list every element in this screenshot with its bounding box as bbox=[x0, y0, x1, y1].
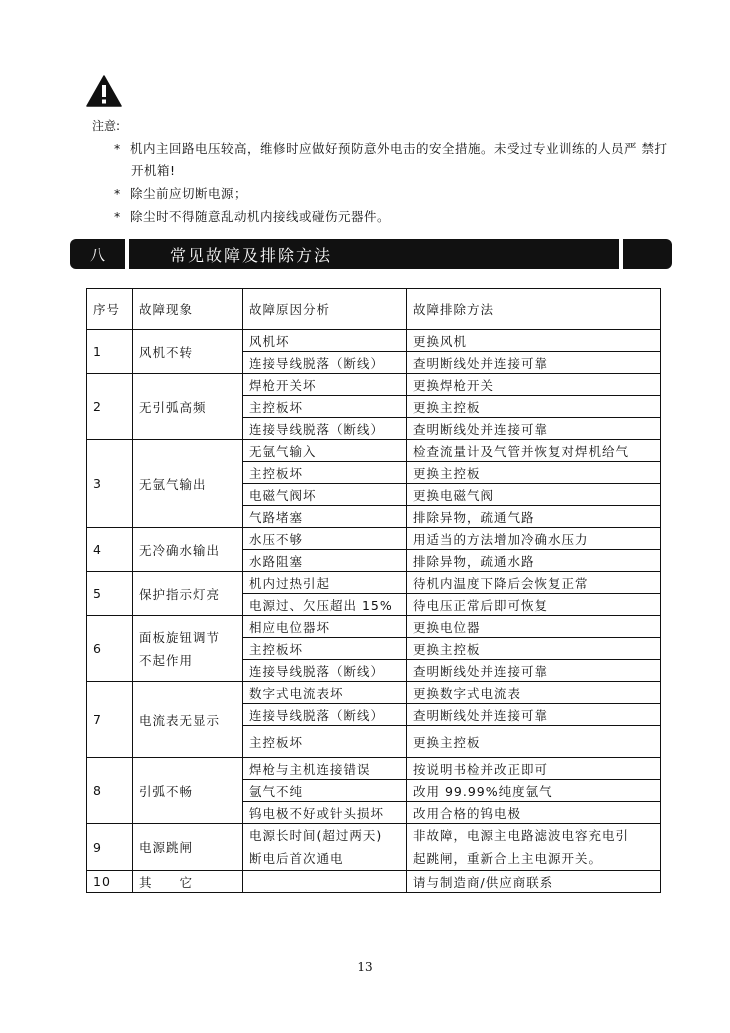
header-symptom: 故障现象 bbox=[133, 289, 243, 330]
fault-cause bbox=[243, 824, 407, 871]
fault-no: 2 bbox=[87, 374, 133, 440]
fault-fix: 检查流量计及气管并恢复对焊机给气 bbox=[407, 440, 661, 462]
fault-cause: 焊枪与主机连接错误 bbox=[243, 758, 407, 780]
table-row bbox=[87, 871, 661, 893]
fault-symptom: 其 它 bbox=[133, 871, 243, 893]
fault-no: 10 bbox=[87, 871, 133, 893]
fault-cause: 气路堵塞 bbox=[243, 506, 407, 528]
header-fix: 故障排除方法 bbox=[407, 289, 661, 330]
note-bullet: * bbox=[114, 141, 121, 156]
fault-cause: 主控板坏 bbox=[243, 396, 407, 418]
fault-cause: 机内过热引起 bbox=[243, 572, 407, 594]
fault-fix: 更换电磁气阀 bbox=[407, 484, 661, 506]
fault-fix: 按说明书检并改正即可 bbox=[407, 758, 661, 780]
fault-no: 9 bbox=[87, 824, 133, 871]
fault-fix: 查明断线处并连接可靠 bbox=[407, 352, 661, 374]
fault-symptom bbox=[133, 616, 243, 682]
table-row bbox=[87, 374, 661, 396]
fault-cause bbox=[243, 871, 407, 893]
table-row bbox=[87, 528, 661, 550]
fault-cause: 数字式电流表坏 bbox=[243, 682, 407, 704]
table-header-row bbox=[87, 289, 661, 330]
table-row bbox=[87, 682, 661, 704]
fault-fix: 更换主控板 bbox=[407, 396, 661, 418]
fault-no: 3 bbox=[87, 440, 133, 528]
fault-table bbox=[86, 288, 661, 893]
fault-cause: 主控板坏 bbox=[243, 726, 407, 758]
fault-cause: 电磁气阀坏 bbox=[243, 484, 407, 506]
fault-fix: 待电压正常后即可恢复 bbox=[407, 594, 661, 616]
header-no: 序号 bbox=[87, 289, 133, 330]
note-text: 除尘时不得随意乱动机内接线或碰伤元器件。 bbox=[130, 209, 391, 224]
fault-fix: 更换数字式电流表 bbox=[407, 682, 661, 704]
fault-cause: 主控板坏 bbox=[243, 638, 407, 660]
fault-fix: 待机内温度下降后会恢复正常 bbox=[407, 572, 661, 594]
fault-symptom: 风机不转 bbox=[133, 330, 243, 374]
fault-cause-line: 电源长时间(超过两天) bbox=[249, 828, 383, 843]
table-row bbox=[87, 616, 661, 638]
note-text: 除尘前应切断电源； bbox=[130, 186, 248, 201]
fault-fix: 请与制造商/供应商联系 bbox=[407, 871, 661, 893]
fault-symptom: 引弧不畅 bbox=[133, 758, 243, 824]
fault-fix: 改用 99.99%纯度氩气 bbox=[407, 780, 661, 802]
header-cause: 故障原因分析 bbox=[243, 289, 407, 330]
note-bullet: * bbox=[114, 209, 121, 224]
fault-symptom-line: 面板旋钮调节 bbox=[139, 629, 221, 645]
section-number: 八 bbox=[90, 246, 106, 264]
fault-fix: 查明断线处并连接可靠 bbox=[407, 418, 661, 440]
note-bullet: * bbox=[114, 186, 121, 201]
fault-fix: 查明断线处并连接可靠 bbox=[407, 660, 661, 682]
fault-fix bbox=[407, 824, 661, 871]
table-row bbox=[87, 824, 661, 871]
fault-symptom: 无冷确水输出 bbox=[133, 528, 243, 572]
fault-fix-line: 起跳闸，重新合上主电源开关。 bbox=[413, 851, 603, 866]
fault-cause: 焊枪开关坏 bbox=[243, 374, 407, 396]
fault-no: 7 bbox=[87, 682, 133, 758]
fault-cause: 主控板坏 bbox=[243, 462, 407, 484]
section-title: 常见故障及排除方法 bbox=[170, 246, 333, 265]
fault-cause: 氩气不纯 bbox=[243, 780, 407, 802]
fault-no: 4 bbox=[87, 528, 133, 572]
fault-cause: 水路阻塞 bbox=[243, 550, 407, 572]
fault-cause: 风机坏 bbox=[243, 330, 407, 352]
fault-symptom: 电流表无显示 bbox=[133, 682, 243, 758]
fault-fix: 更换主控板 bbox=[407, 726, 661, 758]
fault-fix: 更换风机 bbox=[407, 330, 661, 352]
table-row bbox=[87, 758, 661, 780]
section-bar-right bbox=[623, 239, 672, 269]
fault-cause: 连接导线脱落（断线） bbox=[243, 704, 407, 726]
table-row bbox=[87, 330, 661, 352]
section-header-bar bbox=[70, 239, 672, 269]
fault-fix: 查明断线处并连接可靠 bbox=[407, 704, 661, 726]
fault-fix-line: 非故障，电源主电路滤波电容充电引 bbox=[413, 828, 630, 843]
table-row bbox=[87, 572, 661, 594]
fault-symptom: 电源跳闸 bbox=[133, 824, 243, 871]
note-item bbox=[114, 139, 667, 157]
fault-cause-line: 断电后首次通电 bbox=[249, 851, 344, 866]
fault-symptom: 保护指示灯亮 bbox=[133, 572, 243, 616]
note-continuation: 开机箱! bbox=[131, 163, 176, 178]
fault-cause: 连接导线脱落（断线） bbox=[243, 352, 407, 374]
fault-fix: 排除异物，疏通气路 bbox=[407, 506, 661, 528]
note-text: 机内主回路电压较高，维修时应做好预防意外电击的安全措施。未受过专业训练的人员严 禁打 bbox=[130, 141, 668, 156]
fault-cause: 连接导线脱落（断线） bbox=[243, 660, 407, 682]
fault-symptom-line: 不起作用 bbox=[139, 652, 194, 668]
fault-symptom: 无引弧高频 bbox=[133, 374, 243, 440]
note-item bbox=[114, 184, 247, 202]
fault-fix: 更换电位器 bbox=[407, 616, 661, 638]
fault-fix: 更换焊枪开关 bbox=[407, 374, 661, 396]
warning-triangle-icon bbox=[86, 75, 122, 107]
table-row bbox=[87, 440, 661, 462]
fault-symptom: 无氩气输出 bbox=[133, 440, 243, 528]
fault-cause: 钨电极不好或针头损坏 bbox=[243, 802, 407, 824]
fault-cause: 水压不够 bbox=[243, 528, 407, 550]
fault-fix: 排除异物，疏通水路 bbox=[407, 550, 661, 572]
page-number: 13 bbox=[357, 960, 373, 974]
fault-no: 8 bbox=[87, 758, 133, 824]
fault-cause: 无氩气输入 bbox=[243, 440, 407, 462]
fault-no: 1 bbox=[87, 330, 133, 374]
fault-no: 5 bbox=[87, 572, 133, 616]
fault-fix: 用适当的方法增加冷确水压力 bbox=[407, 528, 661, 550]
fault-fix: 改用合格的钨电极 bbox=[407, 802, 661, 824]
fault-cause: 连接导线脱落（断线） bbox=[243, 418, 407, 440]
note-item bbox=[114, 207, 390, 225]
fault-no: 6 bbox=[87, 616, 133, 682]
fault-fix: 更换主控板 bbox=[407, 462, 661, 484]
fault-cause: 电源过、欠压超出 15% bbox=[243, 594, 407, 616]
fault-fix: 更换主控板 bbox=[407, 638, 661, 660]
fault-cause: 相应电位器坏 bbox=[243, 616, 407, 638]
note-label: 注意: bbox=[92, 119, 121, 133]
